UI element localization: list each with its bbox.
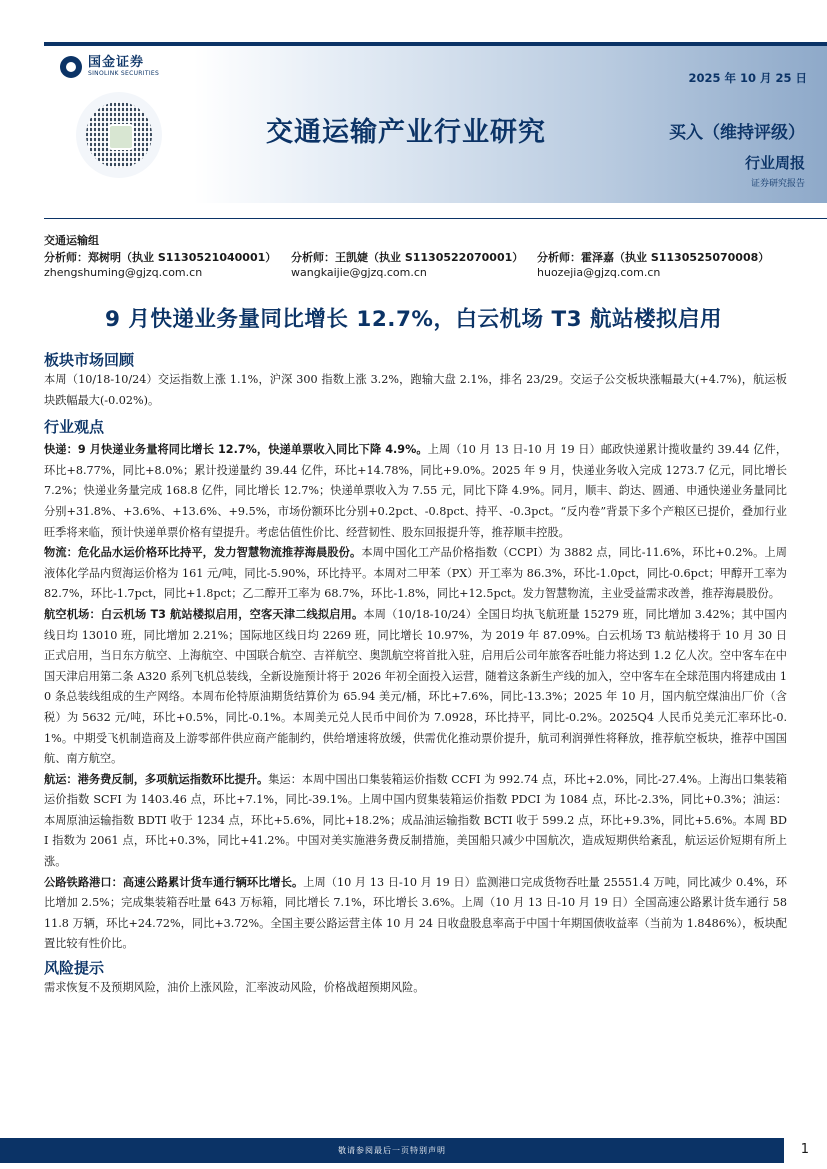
analyst-3-email[interactable]: huozejia@gjzq.com.cn xyxy=(537,266,661,279)
footer-notice: 敬请参阅最后一页特别声明 xyxy=(338,1146,446,1155)
road-text: 上周（10 月 13 日-10 月 19 日）监测港口完成货物吞吐量 25551.4 万吨，同比减少 0.4%，环比增加 2.5%；完成集装箱吞吐量 643 万标箱，同比增长 7.1%，环比增长 3.6%。上周（10 月 13 日-10 月 19 日）全国高速公路累计货车通行 5811.8 万辆，环比+24.72%，同比+3.72%。全国主要公路运营主体 10 月 24 日收盘股息率高于中国十年期国债收益率（当前为 1.8486%），板块配置比较有性价比。 xyxy=(44,875,787,951)
paragraph-shipping xyxy=(44,770,787,873)
qr-code-badge xyxy=(76,92,162,178)
section-title-view: 行业观点 xyxy=(44,418,105,437)
aviation-text: 本周（10/18-10/24）全国日均执飞航班量 15279 班，同比增加 3.42%；其中国内线日均 13010 班，同比增加 2.21%；国际地区线日均 2269 班，同比增长 10.97%，为 2019 年 87.09%。白云机场 T3 航站楼将于 10 月 30 日正式启用，当日东方航空、上海航空、中国联合航空、吉祥航空、奥凯航空将首批入驻，启用后公司年旅客吞吐能力将达到 1.2 亿人次。空中客车在中国天津启用第二条 A320 系列飞机总装线，全新设施预计将于 2026 年初全面投入运营，随着这条新生产线的加入，空中客车在全球范围内将建成由 10 条总装线组成的生产网络。本周布伦特原油期货结算价为 65.94 美元/桶，环比+7.6%，同比-13.3%；2025 年 10 月，国内航空煤油出厂价（含税）为 5632 元/吨，环比+0.5%，同比-0.1%。本周美元兑人民币中间价为 7.0928，环比持平，同比-0.2%。2025Q4 人民币兑美元汇率环比-0.1%。中期受飞机制造商及上游零部件供应商产能制约，供给增速将放缓，供需优化推动票价提升，航司利润弹性将释放，推荐航空板块，推荐中国国航、南方航空。 xyxy=(44,607,787,766)
report-date: 2025 年 10 月 25 日 xyxy=(688,71,807,85)
rating-label: 买入（维持评级） xyxy=(669,123,805,143)
road-lead: 公路铁路港口：高速公路累计货车通行辆环比增长。 xyxy=(44,875,304,889)
logistics-text: 本周中国化工产品价格指数（CCPI）为 3882 点，同比-11.6%，环比+0.2%。上周液体化学品内贸海运价格为 161 元/吨，同比-5.90%，环比持平。本周对二甲苯（PX）开工率为 86.3%，环比-1.0pct，同比-0.6pct；甲醇开工率为 82.7%，环比-1.7pct，同比+1.8pct；乙二醇开工率为 68.7%，环比-1.8%，同比+12.5pct。发力智慧物流，主业受益需求改善，推荐海晨股份。 xyxy=(44,546,787,601)
analyst-1: 分析师：郑树明（执业 S1130521040001） xyxy=(44,251,277,264)
logo-name-cn: 国金证券 xyxy=(88,55,145,70)
report-title: 交通运输产业行业研究 xyxy=(266,117,546,148)
aviation-lead: 航空机场：白云机场 T3 航站楼拟启用，空客天津二线拟启用。 xyxy=(44,607,364,621)
shipping-text: 集运：本周中国出口集装箱运价指数 CCFI 为 992.74 点，环比+2.0%，同比-27.4%。上海出口集装箱运价指数 SCFI 为 1403.46 点，环比+7.1%，同比-39.1%。上周中国内贸集装箱运价指数 PDCI 为 1084 点，环比-2.3%，同比+0.3%；油运：本周原油运输指数 BDTI 收于 1234 点，环比+5.6%，同比+18.2%；成品油运输指数 BCTI 收于 599.2 点，环比+9.3%，同比+5.6%。本周 BDI 指数为 2061 点，环比+0.3%，同比+41.2%。中国对美实施港务费反制措施，美国船只减少中国航次，造成短期供给紊乱，航运运价短期有所上涨。 xyxy=(44,772,787,869)
analyst-3: 分析师：霍泽嘉（执业 S1130525070008） xyxy=(537,251,770,264)
report-headline: 9 月快递业务量同比增长 12.7%，白云机场 T3 航站楼拟启用 xyxy=(104,307,723,332)
logo-name-en: SINOLINK SECURITIES xyxy=(88,70,160,77)
market-review-text: 本周（10/18-10/24）交运指数上涨 1.1%，沪深 300 指数上涨 3.2%，跑输大盘 2.1%，排名 23/29。交运子公交板块涨幅最大(+4.7%)，航运板块跌幅最大(-0.02%)。 xyxy=(44,373,787,407)
express-lead: 快递：9 月快递业务量将同比增长 12.7%，快递单票收入同比下降 4.9%。 xyxy=(44,443,428,457)
analyst-2-email[interactable]: wangkaijie@gjzq.com.cn xyxy=(291,266,427,279)
express-text: 上周（10 月 13 日-10 月 19 日）邮政快递累计揽收量约 39.44 亿件，环比+8.77%，同比+8.0%；累计投递量约 39.44 亿件，环比+14.78%，同比+9.0%。2025 年 9 月，快递业务收入完成 1273.7 亿元，同比增长 7.2%；快递业务量完成 168.8 亿件，同比增长 12.7%；快递单票收入为 7.55 元，同比下降 4.9%。同月，顺丰、韵达、圆通、申通快递业务量同比分别+31.8%、+3.6%、+13.6%、+9.5%，市场份额环比分别+0.2pct、-0.8pct、持平、-0.3pct。“反内卷”背景下多个产粮区已提价，叠加行业旺季将来临，预计快递单票价格有望提升。考虑估值性价比、经营韧性、股东回报提升等，推荐顺丰控股。 xyxy=(44,443,788,539)
paragraph-aviation xyxy=(44,605,787,770)
section-title-market: 板块市场回顾 xyxy=(44,351,135,369)
header-divider xyxy=(44,218,827,219)
analyst-1-email[interactable]: zhengshuming@gjzq.com.cn xyxy=(44,266,203,279)
logo-icon xyxy=(60,56,82,78)
paragraph-logistics xyxy=(44,543,787,605)
research-group: 交通运输组 xyxy=(44,234,99,247)
report-type: 行业周报 xyxy=(744,154,805,172)
company-logo xyxy=(60,56,159,78)
qr-code-icon xyxy=(86,102,152,168)
page-number: 1 xyxy=(800,1142,809,1157)
logistics-lead: 物流：危化品水运价格环比持平，发力智慧物流推荐海晨股份。 xyxy=(44,546,362,560)
report-subtype: 证券研究报告 xyxy=(750,179,805,189)
risk-text: 需求恢复不及预期风险，油价上涨风险，汇率波动风险，价格战超预期风险。 xyxy=(44,981,425,995)
report-body xyxy=(44,350,787,999)
paragraph-road xyxy=(44,873,787,955)
paragraph-express xyxy=(44,440,787,543)
section-title-risk: 风险提示 xyxy=(44,959,105,978)
analyst-2: 分析师：王凯婕（执业 S1130522070001） xyxy=(291,251,524,264)
shipping-lead: 航运：港务费反制，多项航运指数环比提升。 xyxy=(44,772,269,786)
